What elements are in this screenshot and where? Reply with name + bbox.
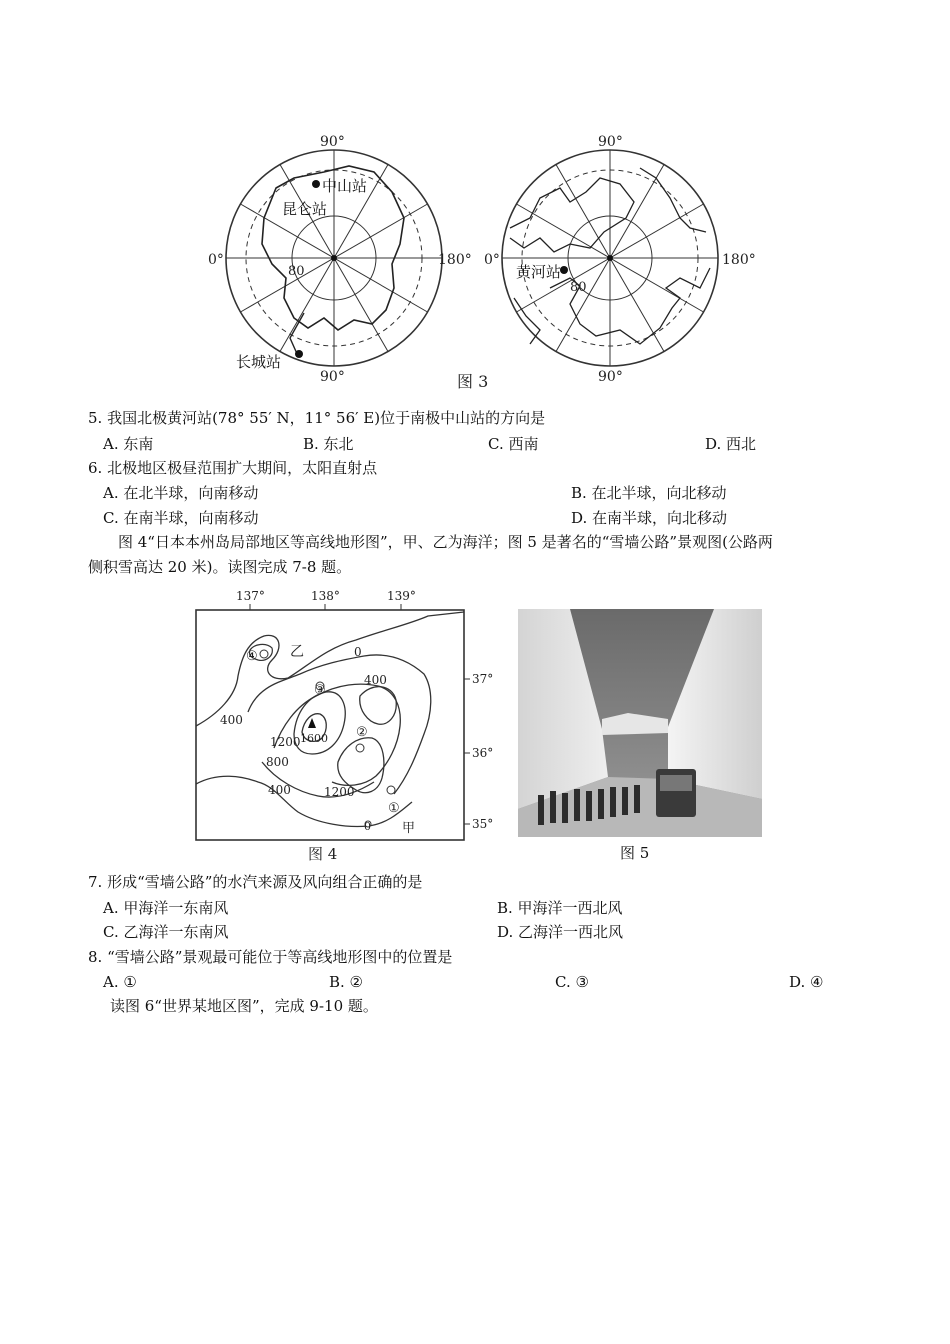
left-map-lat-label: 80 (288, 264, 305, 279)
contour-label: 400 (268, 783, 291, 797)
point-3-label: ③ (314, 683, 326, 698)
q8-option-c: C. ③ (555, 973, 589, 991)
q6-option-b: B. 在北半球，向北移动 (571, 484, 727, 502)
left-map-right-label: 180° (438, 252, 472, 268)
figure3-maps (200, 125, 760, 395)
q5-option-a: A. 东南 (103, 435, 154, 453)
q5-option-b: B. 东北 (303, 435, 354, 453)
snow-wall-road-photo (518, 609, 762, 837)
contour-label: 0 (364, 820, 371, 833)
arctic-polar-map (502, 150, 718, 366)
q6-option-a: A. 在北半球，向南移动 (103, 484, 259, 502)
contour-label: 1600 (300, 732, 328, 745)
lat-label-36: 36° (472, 746, 494, 760)
intro-9-10: 读图 6“世界某地区图”，完成 9-10 题。 (110, 997, 378, 1015)
kunlun-station-label: 昆仑站 (282, 200, 328, 218)
q7-option-a: A. 甲海洋一东南风 (103, 899, 229, 917)
contour-label: 1200 (270, 735, 301, 749)
q8-option-d: D. ④ (789, 973, 824, 991)
sea-yi-label: 乙 (290, 644, 304, 660)
right-map-right-label: 180° (722, 252, 756, 268)
q5-stem: 5. 我国北极黄河站(78° 55′ N，11° 56′ E)位于南极中山站的方向是 (88, 409, 546, 427)
lon-label-137: 137° (236, 589, 265, 603)
q7-option-d: D. 乙海洋一西北风 (497, 923, 624, 941)
right-map-top-label: 90° (598, 134, 623, 150)
left-map-top-label: 90° (320, 134, 345, 150)
contour-label: 800 (266, 755, 289, 769)
right-map-lat-label: 80 (570, 280, 587, 295)
figure4-contour-map (188, 586, 508, 866)
figure5-caption: 图 5 (620, 844, 650, 862)
figure3-caption: 图 3 (457, 372, 489, 391)
q7-option-b: B. 甲海洋一西北风 (497, 899, 623, 917)
left-map-bottom-label: 90° (320, 369, 345, 385)
figure4-caption: 图 4 (308, 845, 338, 863)
right-map-left-label: 0° (484, 252, 500, 268)
q7-stem: 7. 形成“雪墙公路”的水汽来源及风向组合正确的是 (88, 873, 423, 891)
sea-jia-label: 甲 (402, 821, 416, 836)
intro-7-8-line2: 侧积雪高达 20 米)。读图完成 7-8 题。 (88, 558, 352, 576)
point-2-label: ② (356, 725, 368, 740)
q8-option-b: B. ② (329, 973, 364, 991)
q8-option-a: A. ① (103, 973, 137, 991)
lon-label-139: 139° (387, 589, 416, 603)
left-map-left-label: 0° (208, 252, 224, 268)
contour-label: 400 (220, 713, 243, 727)
q6-option-d: D. 在南半球，向北移动 (571, 509, 728, 527)
intro-7-8-line1: 图 4“日本本州岛局部地区等高线地形图”，甲、乙为海洋；图 5 是著名的“雪墙公路”景观图(公路两 (118, 533, 773, 551)
q5-option-d: D. 西北 (705, 435, 757, 453)
lat-label-35: 35° (472, 817, 494, 831)
q5-option-c: C. 西南 (488, 435, 539, 453)
right-map-bottom-label: 90° (598, 369, 623, 385)
point-1-label: ① (388, 801, 400, 816)
point-4-label: ④ (246, 649, 258, 664)
q6-option-c: C. 在南半球，向南移动 (103, 509, 259, 527)
lon-label-138: 138° (311, 589, 340, 603)
contour-label: 1200 (324, 785, 355, 799)
zhongshan-station-label: 中山站 (322, 177, 368, 195)
contour-label: 0 (354, 645, 362, 659)
contour-label: 400 (364, 673, 387, 687)
huanghe-station-label: 黄河站 (516, 263, 562, 281)
q8-stem: 8. “雪墙公路”景观最可能位于等高线地形图中的位置是 (88, 948, 453, 966)
q6-stem: 6. 北极地区极昼范围扩大期间，太阳直射点 (88, 459, 378, 477)
great-wall-station-label: 长城站 (236, 353, 282, 371)
lat-label-37: 37° (472, 672, 494, 686)
q7-option-c: C. 乙海洋一东南风 (103, 923, 229, 941)
